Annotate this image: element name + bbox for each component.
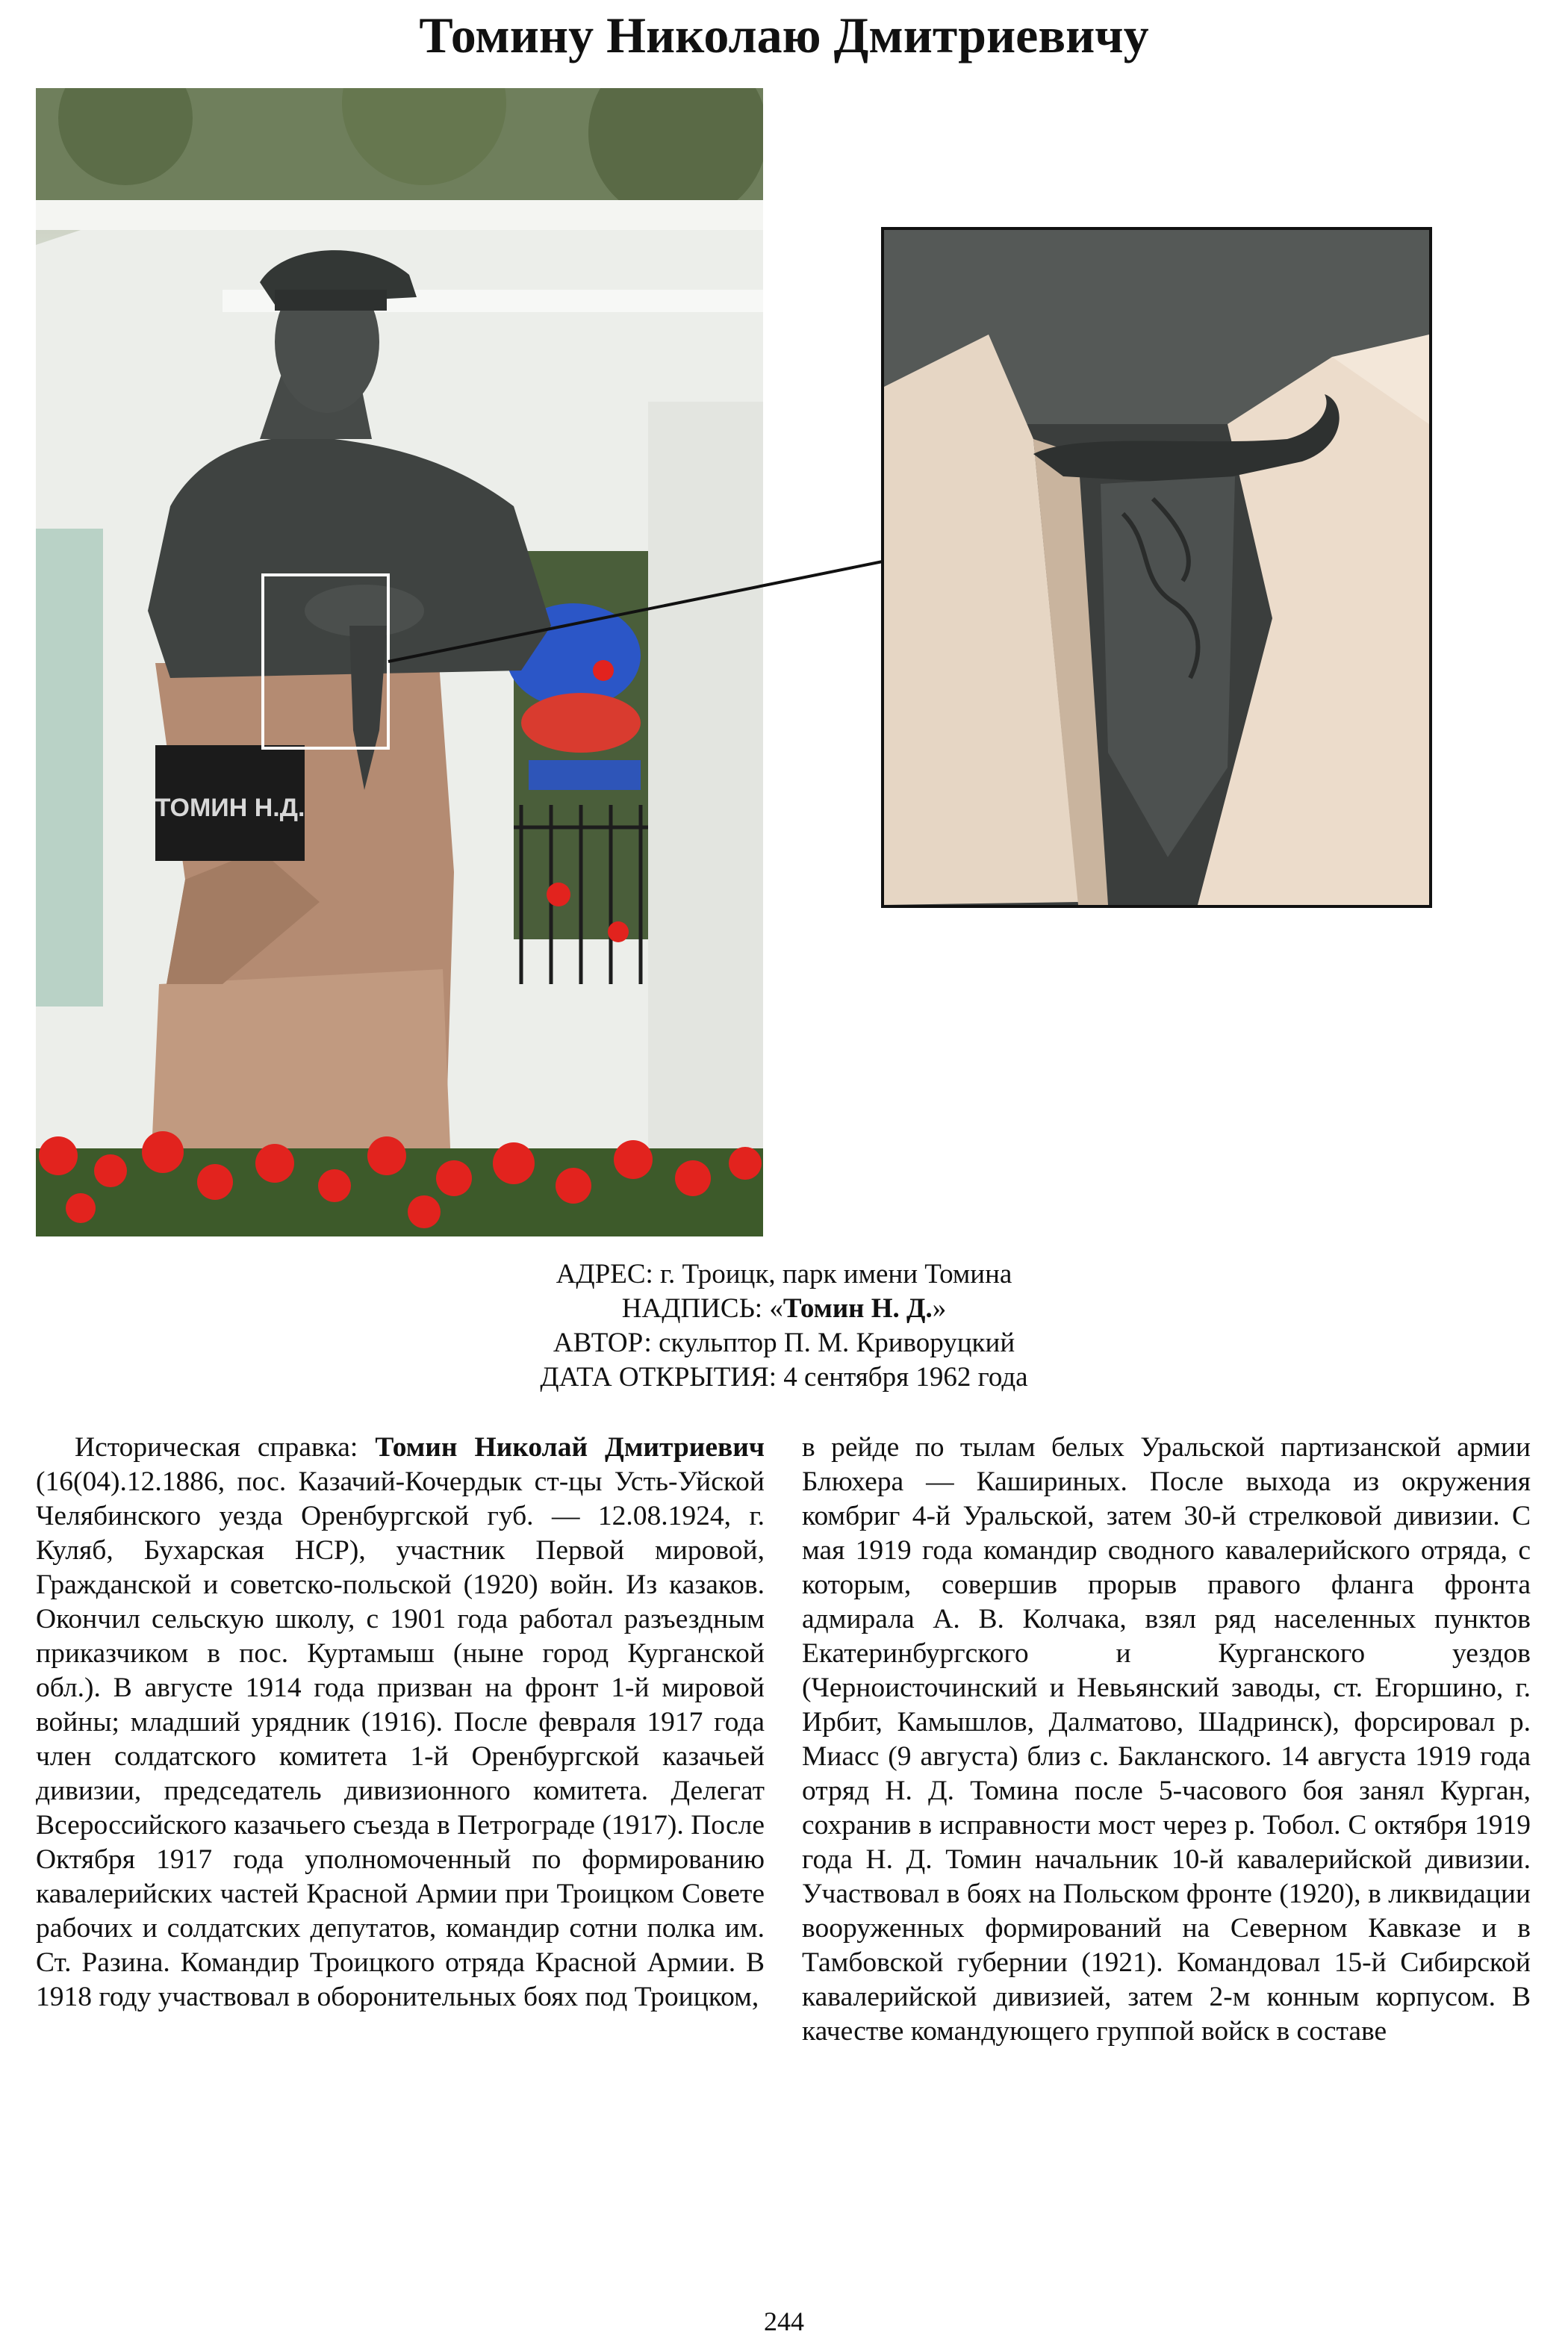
author-label: АВТОР: xyxy=(553,1328,652,1358)
dagger-illustration xyxy=(884,230,1429,905)
author-value: скульптор П. М. Криворуцкий xyxy=(659,1328,1015,1358)
address-label: АДРЕС: xyxy=(556,1259,653,1289)
address-value: г. Троицк, парк имени Томина xyxy=(660,1259,1012,1289)
address-line xyxy=(0,1257,1568,1292)
bio-column-right xyxy=(802,1431,1531,2049)
monument-illustration xyxy=(36,88,763,1236)
bio-person-name: Томин Николай Дмитриевич xyxy=(375,1432,765,1463)
inscription-open-quote: « xyxy=(769,1293,783,1324)
plaque-text: ТОМИН Н.Д. xyxy=(155,794,305,822)
monument-photo xyxy=(36,88,763,1236)
bio-paragraph-right: в рейде по тылам белых Уральской партизанской армии Блюхера — Кашириных. После выхода из окружения комбриг 4-й Уральской, затем 30-й стрелковой дивизии. С мая 1919 года командир сводного кавалерийского отряда, с которым, совершив прорыв правого фланга фронта адмирала А. В. Колчака, взял ряд населенных пунктов Екатеринбургского и Курганского уездов (Черноисточинский и Невьянский заводы, ст. Егоршино, г. Ирбит, Камышлов, Далматово, Шадринск), форсировал р. Миасс (9 августа) близ с. Бакланского. 14 августа 1919 года отряд Н. Д. Томина после 5-часового боя занял Курган, сохранив в исправности мост через р. Тобол. С октября 1919 года Н. Д. Томин начальник 10-й кавалерийской дивизии. Участвовал в боях на Польском фронте (1920), в ликвидации вооруженных формирований на Северном Кавказе и в Тамбовской губернии (1921). Командовал 15-й Сибирской кавалерийской дивизией, затем 2-м конным корпусом. В качестве командующего группой войск в составе xyxy=(802,1432,1531,2047)
dagger-closeup-photo xyxy=(881,227,1432,908)
monument-info xyxy=(0,1257,1568,1395)
opening-date-value: 4 сентября 1962 года xyxy=(783,1362,1028,1393)
bio-column-left xyxy=(36,1431,765,2015)
inscription-line xyxy=(0,1292,1568,1326)
bio-paragraph-left xyxy=(36,1431,765,2015)
bio-text-left: (16(04).12.1886, пос. Казачий-Кочердык ст-цы Усть-Уйской Челябинского уезда Оренбургской губ. — 12.08.1924, г. Куляб, Бухарская НСР), участник Первой мировой, Гражданской и советско-польской (1920) войн. Из казаков. Окончил сельскую школу, с 1901 года работал разъездным приказчиком в пос. Куртамыш (ныне город Курганской обл.). В августе 1914 года призван на фронт 1-й мировой войны; младший урядник (1916). После февраля 1917 года член солдатского комитета 1-й Оренбургской казачьей дивизии, председатель дивизионного комитета. Делегат Всероссийского казачьего съезда в Петрограде (1917). После Октября 1917 года уполномоченный по формированию кавалерийских частей Красной Армии при Троицком Совете рабочих и солдатских депутатов, командир сотни полка им. Ст. Разина. Командир Троицкого отряда Красной Армии. В 1918 году участвовал в оборонительных боях под Троицком, xyxy=(36,1466,765,2012)
inscription-value: Томин Н. Д. xyxy=(783,1293,933,1324)
page-title: Томину Николаю Дмитриевичу xyxy=(419,7,1149,63)
page-number: 244 xyxy=(764,2306,804,2336)
author-line xyxy=(0,1326,1568,1360)
opening-date-label: ДАТА ОТКРЫТИЯ: xyxy=(540,1362,777,1393)
opening-date-line xyxy=(0,1360,1568,1395)
inscription-close-quote: » xyxy=(932,1293,947,1324)
bio-intro: Историческая справка: xyxy=(75,1432,376,1463)
inscription-label: НАДПИСЬ: xyxy=(621,1293,763,1324)
